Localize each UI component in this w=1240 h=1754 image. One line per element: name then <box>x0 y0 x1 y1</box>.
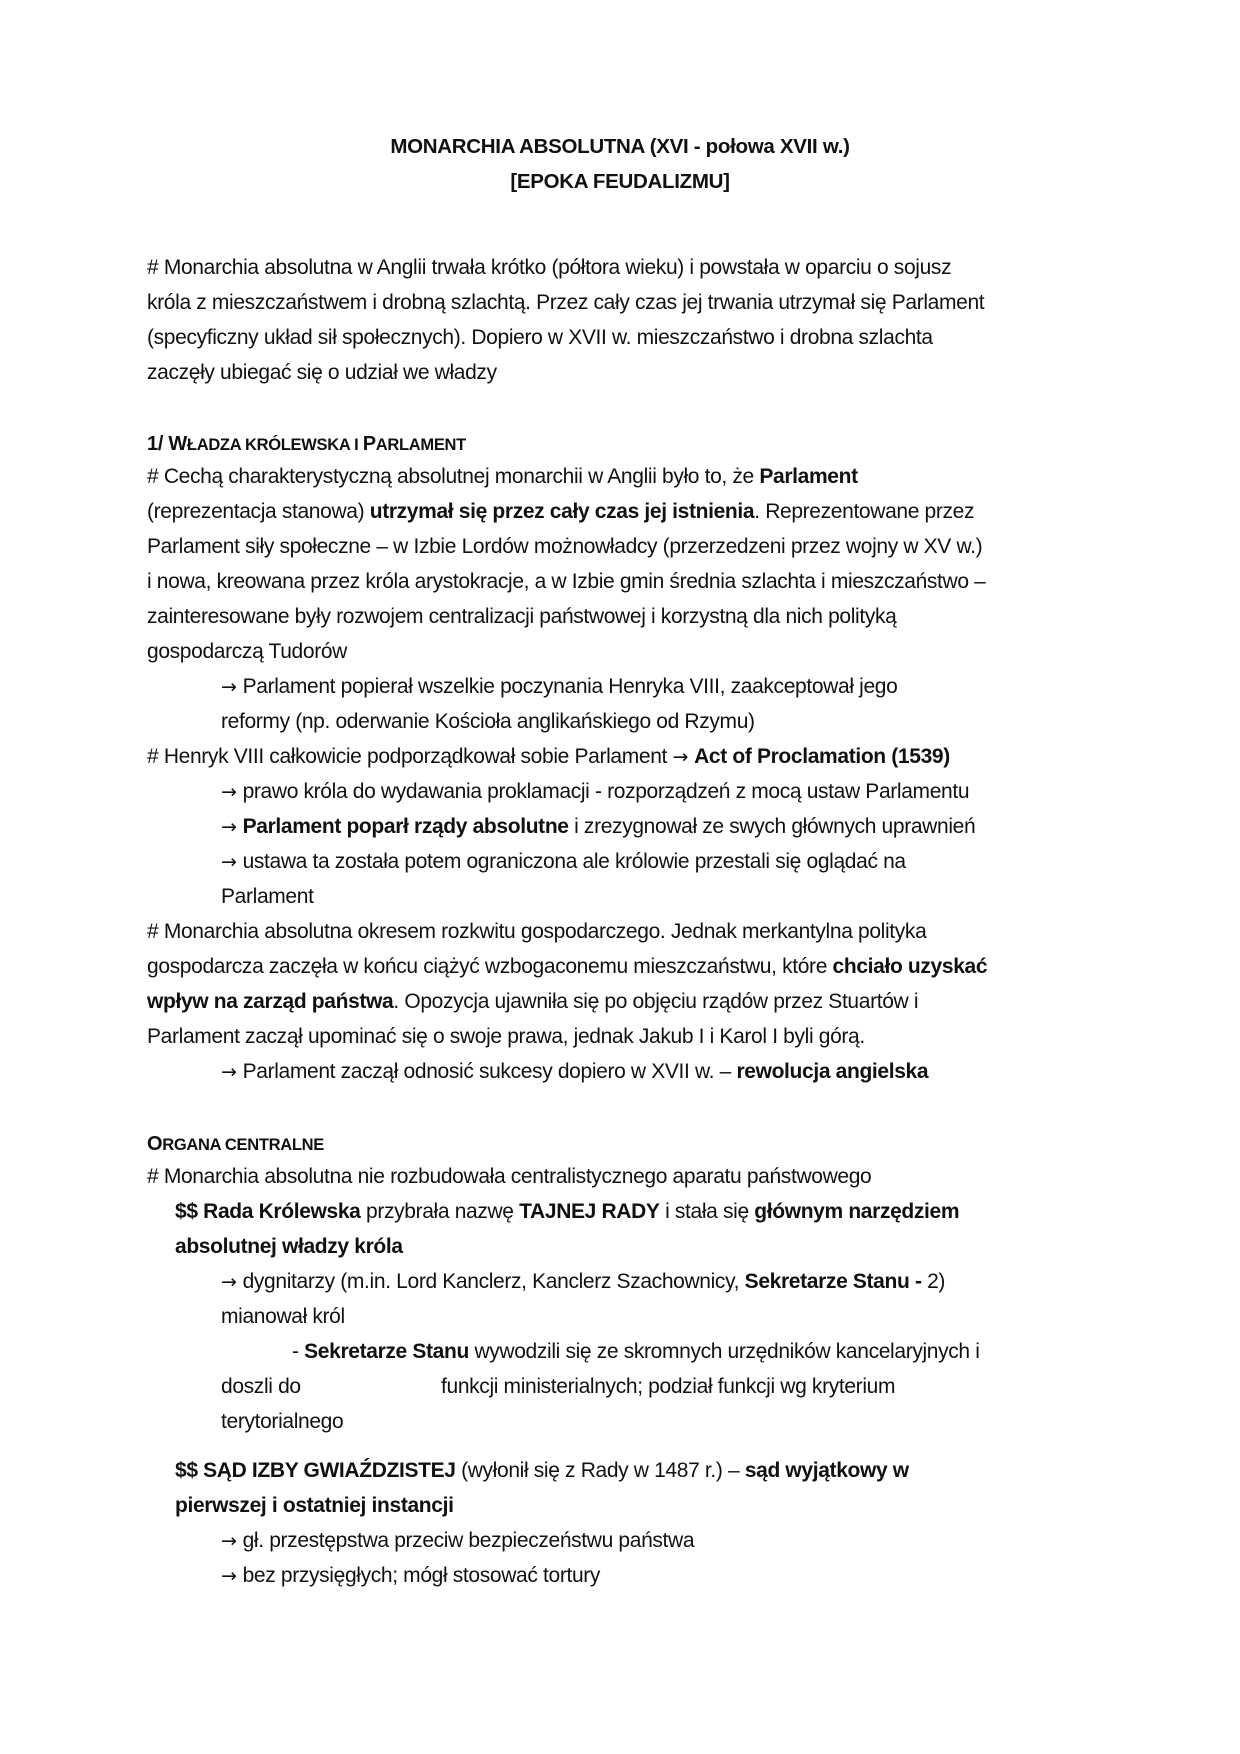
intro-line: króla z mieszczaństwem i drobną szlachtą. Przez cały czas jej trwania utrzymał się Parlament <box>147 291 985 314</box>
arrow-right-icon: → <box>221 816 237 838</box>
item-sad-izby-gwiazdzistej: $$ SĄD IZBY GWIAŹDZISTEJ (wyłonił się z Rady w 1487 r.) – sąd wyjątkowy w <box>175 1459 909 1482</box>
paragraph-line: # Cechą charakterystyczną absolutnej monarchii w Anglii było to, że Parlament <box>147 465 858 488</box>
dash-item: - Sekretarze Stanu wywodzili się ze skromnych urzędników kancelaryjnych i <box>292 1340 980 1363</box>
arrow-right-icon: → <box>221 781 237 803</box>
section-heading-organa: ORGANA CENTRALNE <box>147 1133 324 1155</box>
arrow-right-icon: → <box>672 746 689 768</box>
arrow-item: → prawo króla do wydawania proklamacji - rozporządzeń z mocą ustaw Parlamentu <box>221 780 970 803</box>
arrow-item-continuation: mianował król <box>221 1305 345 1328</box>
paragraph-line: # Monarchia absolutna okresem rozkwitu gospodarczego. Jednak merkantylna polityka <box>147 920 927 943</box>
arrow-item: → ustawa ta została potem ograniczona ale królowie przestali się oglądać na <box>221 850 906 873</box>
intro-line: (specyficzny układ sił społecznych). Dopiero w XVII w. mieszczaństwo i drobna szlachta <box>147 326 933 349</box>
paragraph-line: # Henryk VIII całkowicie podporządkował sobie Parlament → Act of Proclamation (1539) <box>147 745 950 768</box>
page-subtitle: [EPOKA FEUDALIZMU] <box>510 170 730 193</box>
arrow-item-continuation: reformy (np. oderwanie Kościoła anglikańskiego od Rzymu) <box>221 710 755 733</box>
paragraph-line: zainteresowane były rozwojem centralizacji państwowej i korzystną dla nich polityką <box>147 605 897 628</box>
arrow-right-icon: → <box>221 676 237 698</box>
paragraph-line: gospodarcza zaczęła w końcu ciążyć wzbogaconemu mieszczaństwu, które chciało uzyskać <box>147 955 988 978</box>
arrow-right-icon: → <box>221 1530 237 1552</box>
section-heading-wladza: 1/ WŁADZA KRÓLEWSKA I PARLAMENT <box>147 433 466 455</box>
item-rada-krolewska: $$ Rada Królewska przybrała nazwę TAJNEJ RADY i stała się głównym narzędziem <box>175 1200 960 1223</box>
paragraph-line: i nowa, kreowana przez króla arystokracje, a w Izbie gmin średnia szlachta i mieszczaństwo – <box>147 570 986 593</box>
arrow-right-icon: → <box>221 851 237 873</box>
paragraph-line: # Monarchia absolutna nie rozbudowała centralistycznego aparatu państwowego <box>147 1165 872 1188</box>
arrow-item: → dygnitarzy (m.in. Lord Kanclerz, Kanclerz Szachownicy, Sekretarze Stanu - 2) <box>221 1270 946 1293</box>
arrow-item: → Parlament zaczął odnosić sukcesy dopiero w XVII w. – rewolucja angielska <box>221 1060 929 1083</box>
arrow-item: → bez przysięgłych; mógł stosować tortury <box>221 1564 601 1587</box>
arrow-item: → Parlament poparł rządy absolutne i zrezygnował ze swych głównych uprawnień <box>221 815 976 838</box>
intro-line: zaczęły ubiegać się o udział we władzy <box>147 361 497 384</box>
item-sad-izby-gwiazdzistej-continuation: pierwszej i ostatniej instancji <box>175 1494 454 1517</box>
arrow-right-icon: → <box>221 1271 237 1293</box>
paragraph-line: (reprezentacja stanowa) utrzymał się przez cały czas jej istnienia. Reprezentowane przez <box>147 500 975 523</box>
arrow-item: → gł. przestępstwa przeciw bezpieczeństwu państwa <box>221 1529 695 1552</box>
arrow-right-icon: → <box>221 1061 237 1083</box>
paragraph-line: Parlament zaczął upominać się o swoje prawa, jednak Jakub I i Karol I byli górą. <box>147 1025 865 1048</box>
dash-item-continuation: funkcji ministerialnych; podział funkcji wg kryterium <box>441 1375 896 1398</box>
arrow-right-icon: → <box>221 1565 237 1587</box>
dash-item-continuation: doszli do <box>221 1375 301 1398</box>
dash-item-continuation: terytorialnego <box>221 1410 344 1433</box>
page-title: MONARCHIA ABSOLUTNA (XVI - połowa XVII w.) <box>390 135 850 158</box>
paragraph-line: wpływ na zarząd państwa. Opozycja ujawniła się po objęciu rządów przez Stuartów i <box>147 990 919 1013</box>
arrow-item-continuation: Parlament <box>221 885 314 908</box>
intro-line: # Monarchia absolutna w Anglii trwała krótko (półtora wieku) i powstała w oparciu o sojusz <box>147 256 952 279</box>
item-rada-krolewska-continuation: absolutnej władzy króla <box>175 1235 403 1258</box>
paragraph-line: gospodarczą Tudorów <box>147 640 347 663</box>
paragraph-line: Parlament siły społeczne – w Izbie Lordów możnowładcy (przerzedzeni przez wojny w XV w.) <box>147 535 983 558</box>
arrow-item: → Parlament popierał wszelkie poczynania Henryka VIII, zaakceptował jego <box>221 675 898 698</box>
